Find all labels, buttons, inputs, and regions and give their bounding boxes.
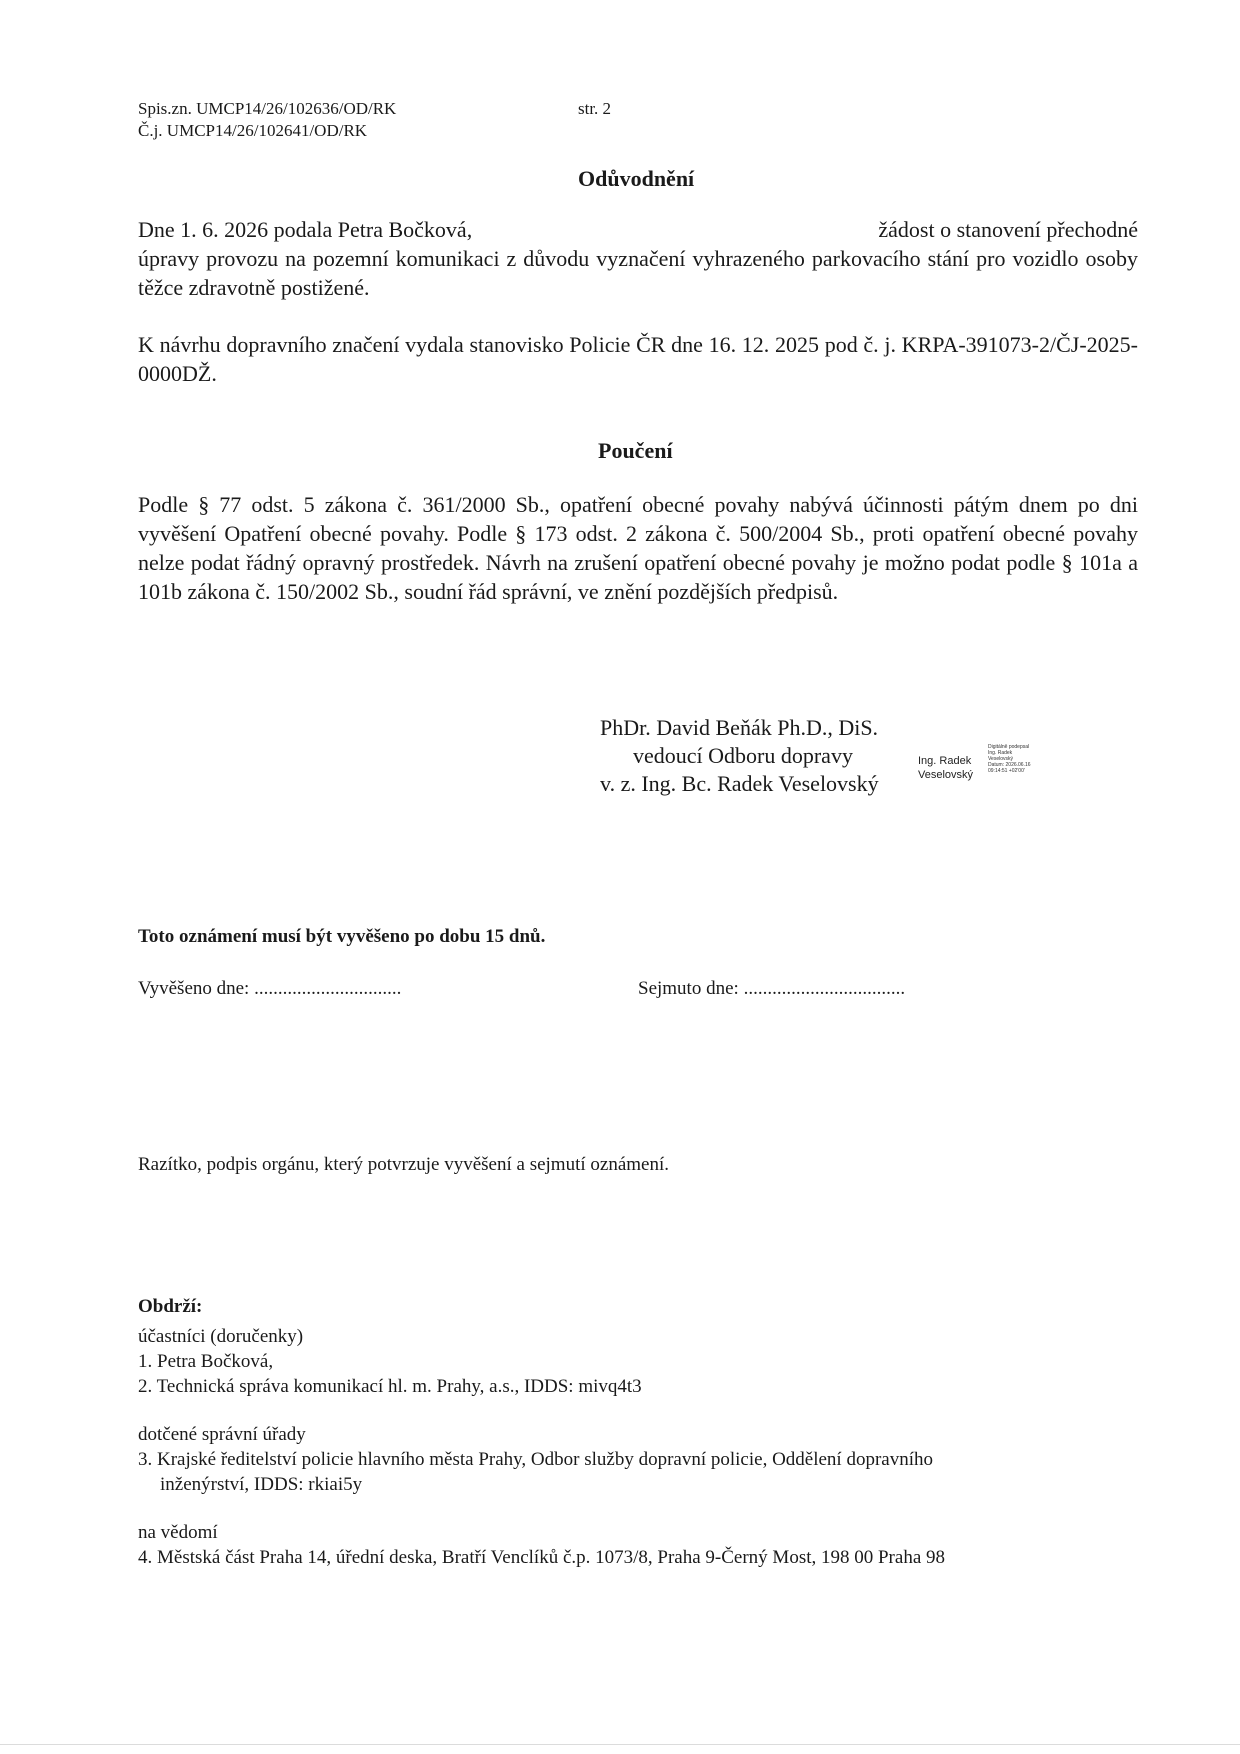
justification-first-line-right: žádost o stanovení přechodné — [878, 217, 1138, 242]
digital-signature-detail: Digitálně podepsal — [988, 744, 1030, 750]
spacer — [138, 1497, 1138, 1520]
recipient-group-cc: na vědomí — [138, 1522, 218, 1543]
digital-signature-stamp — [918, 744, 1068, 794]
recipient-item: 1. Petra Bočková, — [138, 1351, 274, 1372]
stamp-instruction: Razítko, podpis orgánu, který potvrzuje vyvěšení a sejmutí oznámení. — [138, 1154, 669, 1175]
section-title-pouceni: Poučení — [598, 438, 673, 463]
digital-signature-detail: Ing. Radek — [988, 750, 1013, 756]
spis-zn: Spis.zn. UMCP14/26/102636/OD/RK — [138, 99, 397, 118]
recipients-title: Obdrží: — [138, 1296, 203, 1317]
justification-rest: úpravy provozu na pozemní komunikaci z důvodu vyznačení vyhrazeného parkovacího stání pro vozidlo osoby těžce zdravotně postižené. — [138, 246, 1138, 300]
recipient-item-continuation: inženýrství, IDDS: rkiai5y — [160, 1474, 363, 1495]
spacer — [138, 1399, 1138, 1422]
justification-first-line-left: Dne 1. 6. 2026 podala Petra Bočková, — [138, 217, 473, 242]
signatory-deputy: v. z. Ing. Bc. Radek Veselovský — [600, 771, 879, 796]
scan-edge-line — [0, 1744, 1240, 1745]
justification-paragraph-1 — [138, 215, 1138, 302]
recipients-list — [138, 1324, 1138, 1570]
file-reference — [138, 98, 396, 142]
posting-notice: Toto oznámení musí být vyvěšeno po dobu 15 dnů. — [138, 926, 546, 947]
signatory-role: vedoucí Odboru dopravy — [633, 743, 853, 768]
posted-date-label: Vyvěšeno dne: — [138, 978, 250, 999]
section-title-oduvodneni: Odůvodnění — [578, 166, 695, 191]
digital-signature-name-line2: Veselovský — [918, 769, 974, 781]
justification-first-line — [138, 215, 1138, 244]
removed-date-field — [638, 978, 905, 1000]
signature-block — [600, 714, 879, 798]
digital-signature-detail: Veselovský — [988, 756, 1014, 762]
posted-date-dots: ............................... — [254, 978, 402, 999]
digital-signature-detail: Datum: 2026.06.16 — [988, 762, 1031, 768]
page-number: str. 2 — [578, 99, 612, 118]
digital-signature-name — [918, 754, 973, 782]
removed-date-dots: .................................. — [743, 978, 906, 999]
recipient-item: 2. Technická správa komunikací hl. m. Prahy, a.s., IDDS: mivq4t3 — [138, 1376, 642, 1397]
signatory-name: PhDr. David Beňák Ph.D., DiS. — [600, 715, 879, 740]
instruction-text: Podle § 77 odst. 5 zákona č. 361/2000 Sb., opatření obecné povahy nabývá účinnosti pátým dnem po dni vyvěšení Opatření obecné povahy. Podle § 173 odst. 2 zákona č. 500/2004 Sb., proti opatření obecné povahy nelze podat řádný opravný prostředek. Návrh na zrušení opatření obecné povahy je možno podat podle § 101a a 101b zákona č. 150/2002 Sb., soudní řád správní, ve znění pozdějších předpisů. — [138, 492, 1138, 604]
recipient-group-participants: účastníci (doručenky) — [138, 1326, 304, 1347]
digital-signature-detail: 09:14:51 +02'00' — [988, 768, 1025, 774]
digital-signature-details — [988, 744, 1031, 774]
recipient-group-authorities: dotčené správní úřady — [138, 1424, 306, 1445]
police-statement: K návrhu dopravního značení vydala stanovisko Policie ČR dne 16. 12. 2025 pod č. j. KRPA-391073-2/ČJ-2025-0000DŽ. — [138, 332, 1138, 386]
digital-signature-name-line1: Ing. Radek — [918, 755, 972, 767]
cj-number: Č.j. UMCP14/26/102641/OD/RK — [138, 121, 368, 140]
recipient-item: 3. Krajské ředitelství policie hlavního města Prahy, Odbor služby dopravní policie, Oddělení dopravního — [138, 1449, 934, 1470]
removed-date-label: Sejmuto dne: — [638, 978, 739, 999]
justification-paragraph-2 — [138, 330, 1138, 388]
posted-date-field — [138, 978, 401, 1000]
recipient-item: 4. Městská část Praha 14, úřední deska, Bratří Venclíků č.p. 1073/8, Praha 9-Černý Most, 198 00 Praha 98 — [138, 1547, 945, 1568]
instruction-paragraph — [138, 490, 1138, 606]
